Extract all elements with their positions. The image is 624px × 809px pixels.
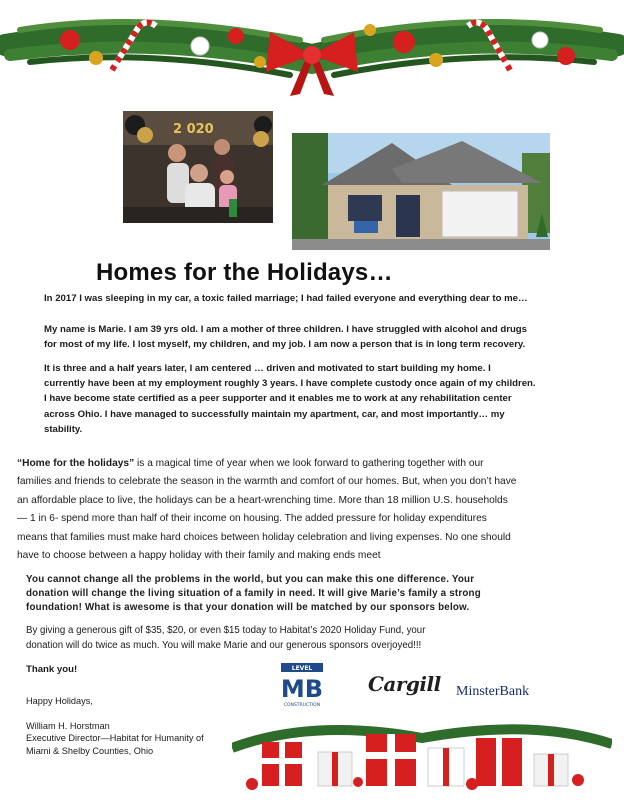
appeal-lead: “Home for the holidays” [17, 458, 135, 469]
gift-box-icon [534, 754, 568, 786]
signer-title: Executive Director—Habitat for Humanity of [26, 733, 204, 744]
house-photo [292, 133, 550, 250]
signer-org: Miami & Shelby Counties, Ohio [26, 745, 154, 756]
family-photo [123, 111, 273, 223]
story-line: for most of my life. I lost myself, my children, and my job. I am now a person that is in long term recovery. [44, 339, 526, 351]
gift-box-icon [318, 752, 352, 786]
story-line: It is three and a half years later, I am centered … driven and motivated to start building my home. I [44, 363, 491, 374]
mb-sub-text: CONSTRUCTION [283, 703, 321, 708]
mb-mark-text: MB [280, 675, 324, 703]
signature-block [26, 720, 204, 757]
story-paragraph-3 [44, 361, 584, 437]
donation-line: donation will change the living situation of a family in need. It will give Marie’s family a strong [26, 587, 481, 599]
closing-text: Happy Holidays, [26, 696, 93, 706]
story-paragraph-2 [44, 322, 584, 352]
signer-name: William H. Horstman [26, 721, 110, 731]
appeal-line-text: is a magical time of year when we look forward to gathering together with our [134, 458, 484, 469]
appeal-line [17, 455, 609, 473]
cargill-logo: Cargill [368, 672, 441, 696]
story-paragraph-1 [44, 291, 584, 306]
gift-line: donation will do twice as much. You will make Marie and our generous sponsors overjoyed!!! [26, 639, 422, 651]
gift-boxes-decoration [232, 708, 612, 794]
photo-banner-text: 2 020 [173, 122, 214, 137]
appeal-line: have to choose between a happy holiday with their family and making ends meet [17, 550, 381, 562]
gift-box-icon [366, 734, 416, 786]
donation-line: You cannot change all the problems in the world, but you can make this one difference. Your [26, 574, 475, 585]
donation-line: foundation! What is awesome is that your donation will be matched by our sponsors below. [26, 601, 470, 613]
story-line: stability. [44, 423, 83, 435]
story-line: My name is Marie. I am 39 yrs old. I am a mother of three children. I have struggled with alcohol and drugs [44, 324, 528, 335]
level-mb-construction-logo [279, 663, 325, 709]
gift-box-icon [262, 742, 302, 786]
thank-you-text: Thank you! [26, 664, 78, 675]
donation-paragraph [26, 573, 606, 614]
gift-box-icon [476, 738, 522, 786]
christmas-garland-banner [0, 0, 624, 100]
story-line: I have become state certified as a peer supporter and it enables me to work at any rehabilitation center [44, 393, 512, 405]
story-line: across Ohio. I have managed to successfully maintain my apartment, car, and most importantly… my [44, 408, 505, 420]
appeal-line: means that families must make hard choices between holiday celebration and living expenses. No one should [17, 531, 511, 543]
gift-line: By giving a generous gift of $35, $20, or even $15 today to Habitat’s 2020 Holiday Fund, your [26, 625, 426, 636]
headline: Homes for the Holidays… [96, 259, 393, 286]
appeal-line: an affordable place to live, the holidays can be a heart-wrenching time. More than 18 million U.S. households [17, 494, 508, 506]
red-bow-icon [266, 32, 358, 96]
holiday-appeal-paragraph [17, 455, 609, 565]
mb-top-text: LEVEL [291, 665, 313, 672]
appeal-line: — 1 in 6- spend more than half of their income on housing. The added pressure for holiday expenditures [17, 513, 487, 525]
appeal-line: families and friends to celebrate the season in the warmth and comfort of our homes. But, when you don’t have [17, 476, 517, 488]
story-line: In 2017 I was sleeping in my car, a toxic failed marriage; I had failed everyone and everything dear to me… [44, 293, 528, 304]
gift-paragraph [26, 624, 606, 653]
minster-bank-logo [456, 684, 566, 700]
gift-box-icon [428, 748, 464, 786]
story-line: currently have been at my employment roughly 3 years. I have complete custody once again of my children. [44, 378, 536, 390]
minster-bank-name: MinsterBank [456, 684, 530, 699]
